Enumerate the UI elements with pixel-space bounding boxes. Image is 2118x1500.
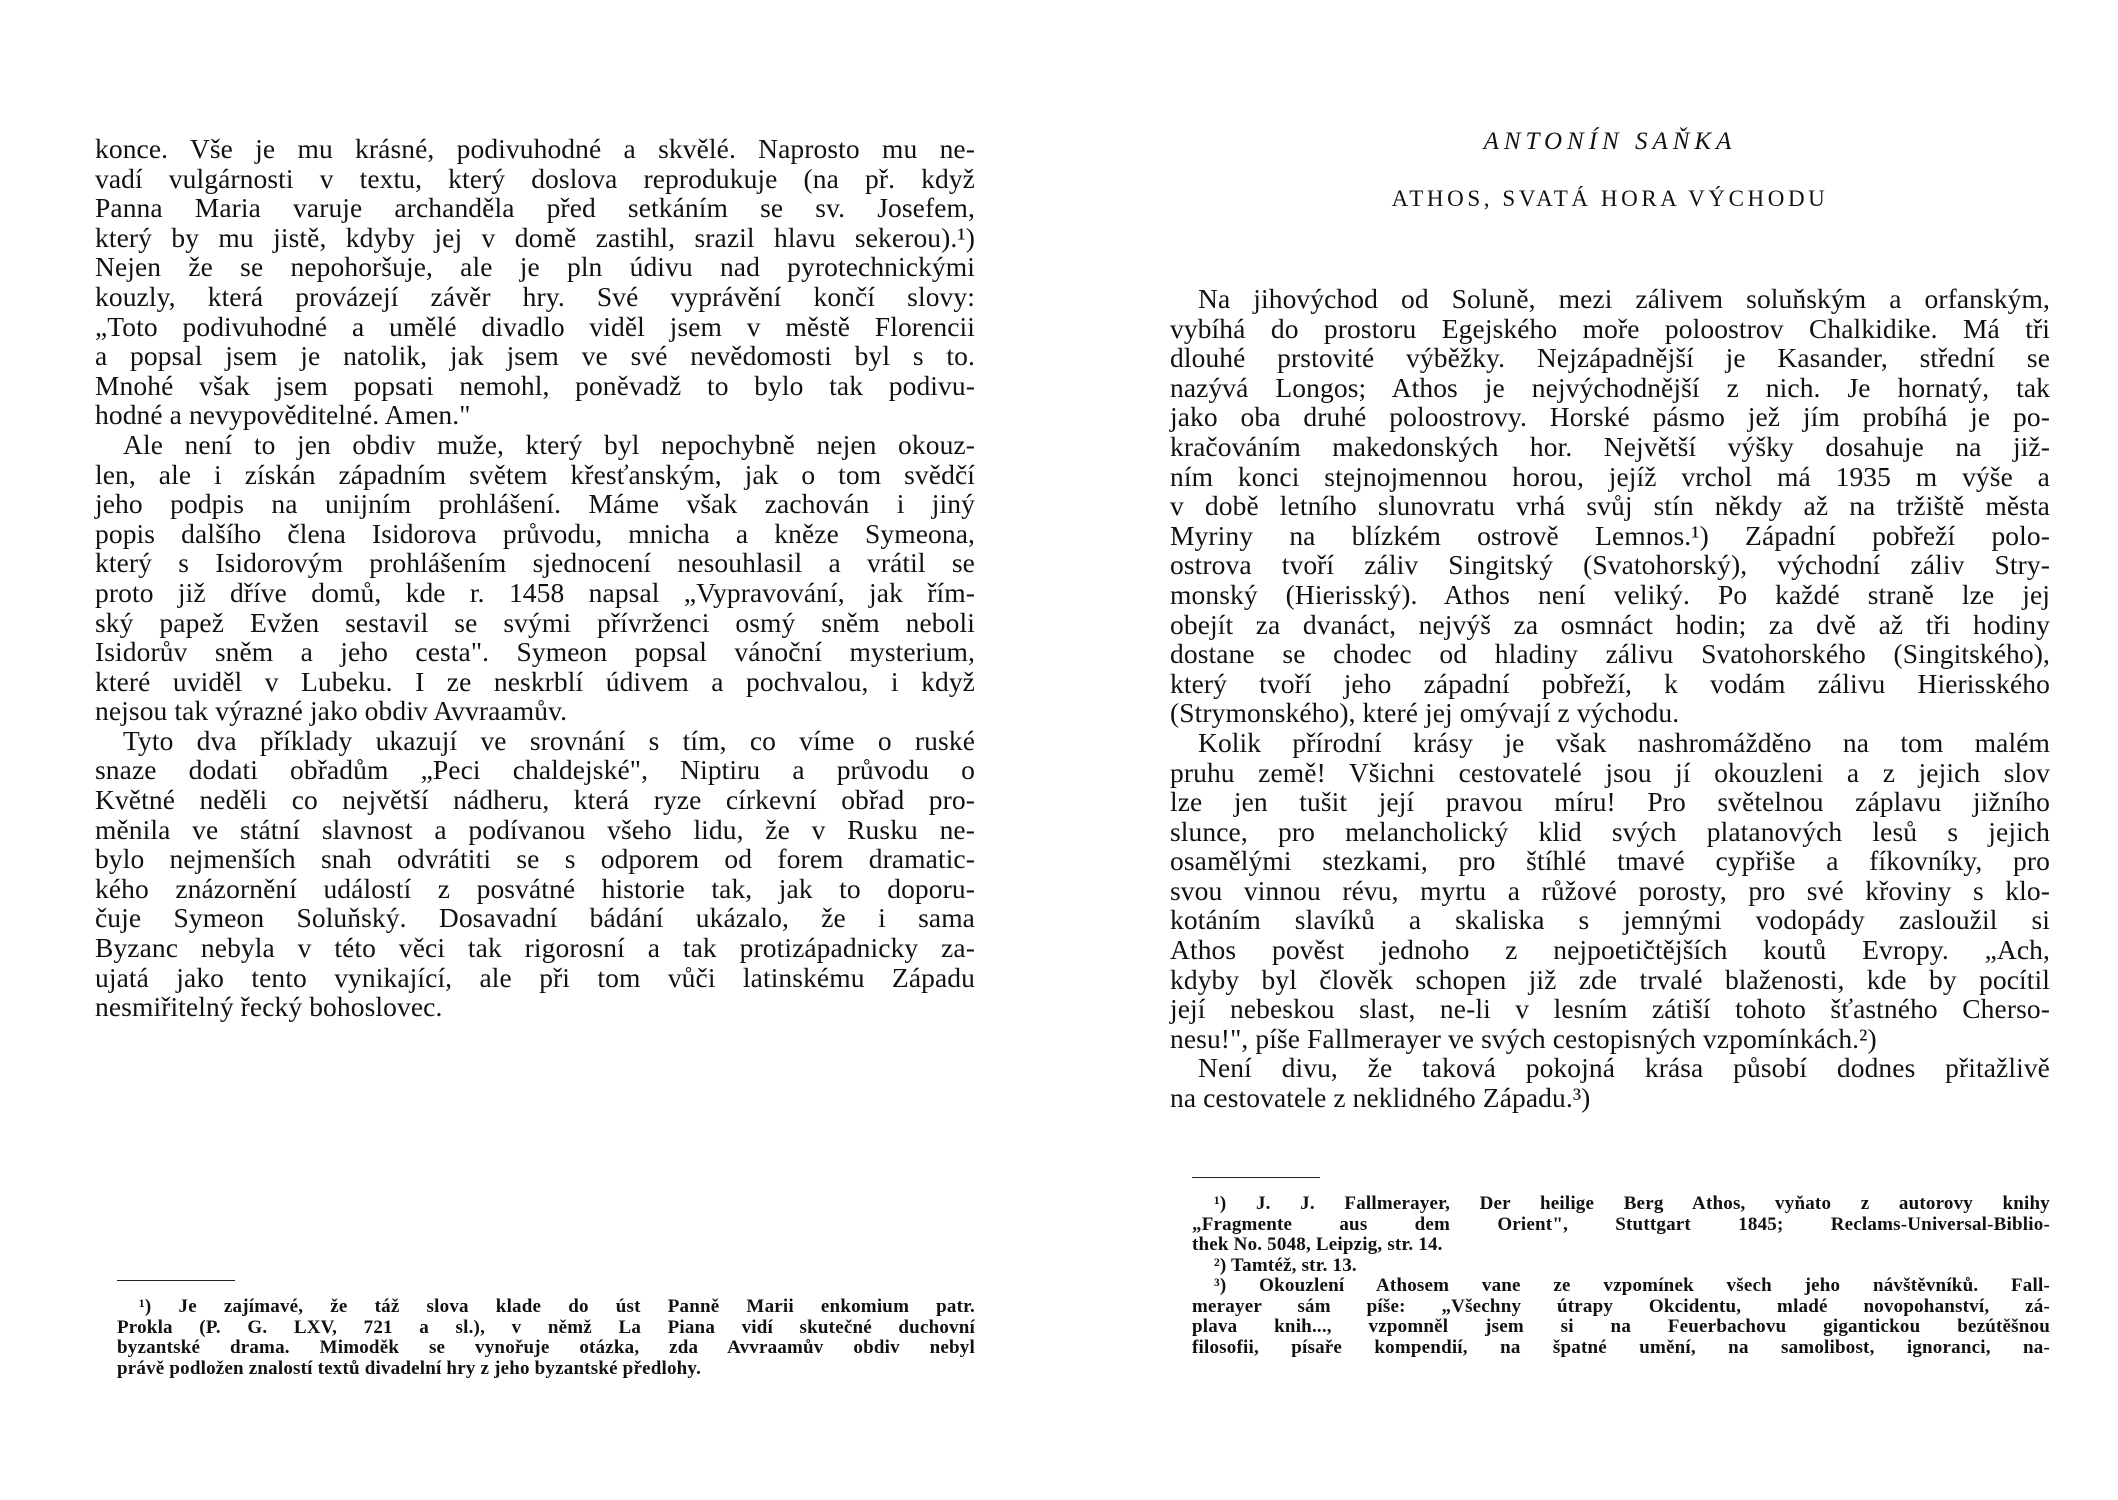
text-line: Tyto dva příklady ukazují ve srovnání s tím, co víme o ruské xyxy=(123,724,975,756)
text-line: kotáním slavíků a skaliska s jemnými vodopády zasloužil si xyxy=(1170,904,2050,936)
text-line: Kolik přírodní krásy je však nashromážděno na tom malém xyxy=(1198,726,2050,758)
text-line: proto již dříve domů, kde r. 1458 napsal „Vypravování, jak řím- xyxy=(95,576,975,608)
text-line: ský papež Evžen sestavil se svými přívrženci osmý sněm neboli xyxy=(95,606,975,638)
text-line: kouzly, která provázejí závěr hry. Své vyprávění končí slovy: xyxy=(95,280,975,312)
text-line: vybíhá do prostoru Egejského moře poloostrov Chalkidike. Má tři xyxy=(1170,312,2050,344)
text-line: měnila ve státní slavnost a podívanou všeho lidu, že v Rusku ne- xyxy=(95,813,975,845)
text-line: obejít za dvanáct, nejvýš za osmnáct hodin; za dvě až tři hodiny xyxy=(1170,608,2050,640)
footnote-line: ³) Okouzlení Athosem vane ze vzpomínek všech jeho návštěvníků. Fall- xyxy=(1214,1275,2050,1296)
text-line: Nejen že se nepohoršuje, ale je pln údivu nad pyrotechnickými xyxy=(95,251,975,283)
text-line: dostane se chodec od hladiny zálivu Svatohorského (Singitského), xyxy=(1170,638,2050,670)
text-line: její nebeskou slast, ne-li v lesním zátiší tohoto šťastného Cherso- xyxy=(1170,993,2050,1025)
text-line: lze jen tušit její pravou míru! Pro světelnou záplavu jižního xyxy=(1170,786,2050,818)
footnote-line: filosofii, písaře kompendií, na špatné umění, na samolibost, ignoranci, na- xyxy=(1192,1336,2050,1358)
text-line: dlouhé prstovité výběžky. Nejzápadnější je Kasander, střední se xyxy=(1170,342,2050,374)
footnote-line: ¹) Je zajímavé, že táž slova klade do úst Panně Marii enkomium patr. xyxy=(139,1296,975,1317)
footnote-line: právě podložen znalostí textů divadelní hry z jeho byzantské předlohy. xyxy=(117,1357,702,1379)
text-line: popis dalšího člena Isidorova průvodu, mnicha a kněze Symeona, xyxy=(95,517,975,549)
text-line: konce. Vše je mu krásné, podivuhodné a skvělé. Naprosto mu ne- xyxy=(95,133,975,164)
left-body-text xyxy=(95,134,975,1022)
text-line: Panna Maria varuje archanděla před setkáním se sv. Josefem, xyxy=(95,192,975,224)
footnote-line: ¹) J. J. Fallmerayer, Der heilige Berg Athos, vyňato z autorovy knihy xyxy=(1214,1193,2050,1214)
text-line: Myriny na blízkém ostrově Lemnos.¹) Západní pobřeží polo- xyxy=(1170,519,2050,551)
text-line: vadí vulgárnosti v textu, který doslova reprodukuje (na př. když xyxy=(95,162,975,194)
text-line: Byzanc nebyla v této věci tak rigorosní a tak protizápadnicky za- xyxy=(95,932,975,964)
text-line: který tvoří jeho západní pobřeží, k vodám zálivu Hierisského xyxy=(1170,667,2050,699)
text-line: kračováním makedonských hor. Největší výšky dosahuje na již- xyxy=(1170,430,2050,462)
footnote-line: plava knih..., vzpomněl jsem si na Feuerbachovu gigantickou bezútěšnou xyxy=(1192,1316,2050,1337)
footnote-divider xyxy=(1192,1177,1320,1178)
text-line: v době letního slunovratu vrhá svůj stín někdy až na tržiště města xyxy=(1170,490,2050,522)
right-footnotes xyxy=(1192,1194,2050,1358)
text-line: Isidorův sněm a jeho cesta". Symeon popsal vánoční mysterium, xyxy=(95,636,975,668)
text-line: „Toto podivuhodné a umělé divadlo viděl jsem v městě Florencii xyxy=(95,310,975,342)
footnote-line: merayer sám píše: „Všechny útrapy Okcidentu, mladé novopohanství, zá- xyxy=(1192,1295,2050,1317)
footnote-line: ²) Tamtéž, str. 13. xyxy=(1214,1254,1357,1276)
text-line: čuje Symeon Soluňský. Dosavadní bádání ukázalo, že i sama xyxy=(95,902,975,934)
left-footnotes xyxy=(117,1297,975,1379)
text-line: slunce, pro melancholický klid svých platanových lesů s jejich xyxy=(1170,815,2050,847)
text-line: osamělými stezkami, pro štíhlé tmavé cypřiše a fíkovníky, pro xyxy=(1170,845,2050,877)
text-line: hodné a nevypověditelné. Amen." xyxy=(95,399,471,431)
left-page xyxy=(95,0,975,1500)
text-line: pruhu země! Všichni cestovatelé jsou jí okouzleni a z jejich slov xyxy=(1170,756,2050,788)
text-line: Athos pověst jednoho z nejpoetičtějších koutů Evropy. „Ach, xyxy=(1170,934,2050,966)
text-line: na cestovatele z neklidného Západu.³) xyxy=(1170,1082,1591,1114)
text-line: len, ale i získán západním světem křesťanským, jak o tom svědčí xyxy=(95,458,975,490)
text-line: Ale není to jen obdiv muže, který byl nepochybně nejen okouz- xyxy=(123,428,975,460)
text-line: jako oba druhé poloostrovy. Horské pásmo jež jím probíhá je po- xyxy=(1170,401,2050,433)
text-line: kdyby byl člověk schopen již zde trvalé blaženosti, kde by pocítil xyxy=(1170,963,2050,995)
text-line: ostrova tvoří záliv Singitský (Svatohorský), východní záliv Stry- xyxy=(1170,549,2050,581)
text-line: nazývá Longos; Athos je nejvýchodnější z nich. Je hornatý, tak xyxy=(1170,371,2050,403)
text-line: jeho podpis na unijním prohlášení. Máme však zachován i jiný xyxy=(95,488,975,520)
text-line: Na jihovýchod od Soluně, mezi zálivem soluňským a orfanským, xyxy=(1198,283,2050,314)
text-line: snaze dodati obřadům „Peci chaldejské", Niptiru a průvodu o xyxy=(95,754,975,786)
text-line: ním konci stejnojmennou horou, jejíž vrchol má 1935 m výše a xyxy=(1170,460,2050,492)
text-line: nejsou tak výrazné jako obdiv Avvraamův. xyxy=(95,695,568,727)
text-line: který by mu jistě, kdyby jej v domě zastihl, srazil hlavu sekerou).¹) xyxy=(95,221,975,253)
footnote-line: Prokla (P. G. LXV, 721 a sl.), v němž La Piana vidí skutečné duchovní xyxy=(117,1316,975,1338)
text-line: nesmiřitelný řecký bohoslovec. xyxy=(95,991,443,1023)
article-title: ATHOS, SVATÁ HORA VÝCHODU xyxy=(1391,186,1829,211)
text-line: kého znázornění událostí z posvátné historie tak, jak to doporu- xyxy=(95,872,975,904)
footnote-line: „Fragmente aus dem Orient", Stuttgart 1845; Reclams-Universal-Biblio- xyxy=(1192,1213,2050,1235)
footnote-line: thek No. 5048, Leipzig, str. 14. xyxy=(1192,1234,1443,1255)
text-line: ujatá jako tento vynikající, ale při tom vůči latinskému Západu xyxy=(95,961,975,993)
text-line: Mnohé však jsem popsati nemohl, poněvadž to bylo tak podivu- xyxy=(95,369,975,401)
footnote-line: byzantské drama. Mimoděk se vynořuje otázka, zda Avvraamův obdiv nebyl xyxy=(117,1337,975,1358)
text-line: který s Isidorovým prohlášením sjednocení nesouhlasil a vrátil se xyxy=(95,547,975,579)
footnote-divider xyxy=(117,1280,235,1281)
right-body-text xyxy=(1170,284,2050,1113)
text-line: které uviděl v Lubeku. I ze neskrblí údivem a pochvalou, i když xyxy=(95,665,975,697)
text-line: a popsal jsem je natolik, jak jsem ve své nevědomosti byl s to. xyxy=(95,340,975,372)
text-line: monský (Hierisský). Athos není veliký. Po každé straně lze jej xyxy=(1170,578,2050,610)
text-line: svou vinnou révu, myrtu a růžové porosty, pro své křoviny s klo- xyxy=(1170,874,2050,906)
text-line: bylo nejmenších snah odvrátiti se s odporem od forem dramatic- xyxy=(95,843,975,875)
text-line: nesu!", píše Fallmerayer ve svých cestopisných vzpomínkách.²) xyxy=(1170,1022,1877,1054)
text-line: Květné neděli co největší nádheru, která ryze církevní obřad pro- xyxy=(95,784,975,816)
article-author: ANTONÍN SAŇKA xyxy=(1483,128,1737,155)
text-line: Není divu, že taková pokojná krása působí dodnes přitažlivě xyxy=(1198,1052,2050,1084)
text-line: (Strymonského), které jej omývají z východu. xyxy=(1170,697,1680,729)
right-page xyxy=(1170,0,2050,1500)
